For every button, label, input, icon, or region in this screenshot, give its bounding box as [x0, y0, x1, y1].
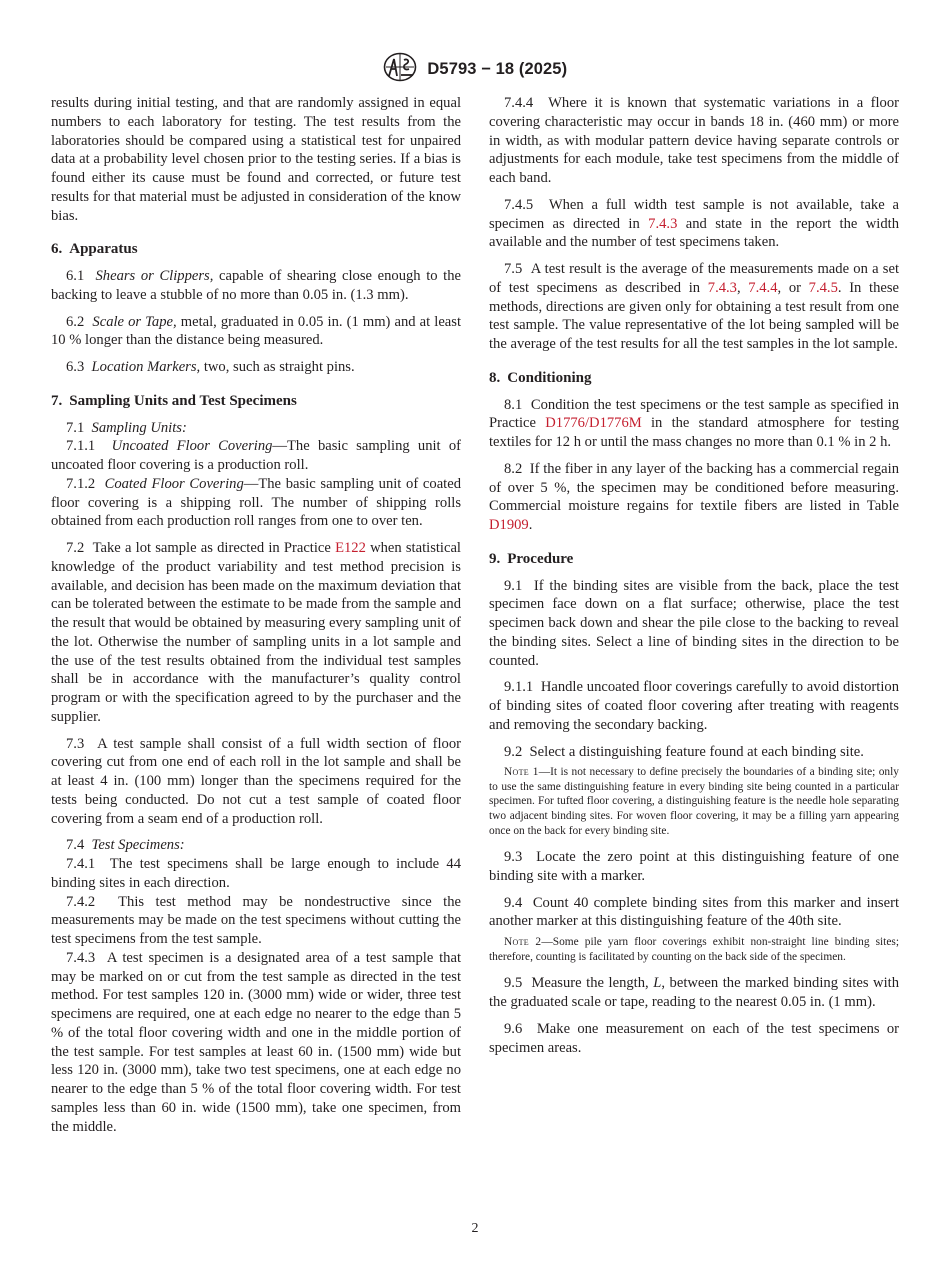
- paragraph-7-2: 7.2 Take a lot sample as directed in Practice E122 when statistical knowledge of the product variability and test method precision is available, and decision has been made on the maximum deviation that can be tolerated between the estimate to be made from the sample and the result that would be obtained by measuring every sampling unit of the lot. Otherwise the number of sampling units in a lot sample and the use of the test results obtained from the individual test samples shall be in accordance with the manufacturer’s quality control program or with the specification agreed to by the purchaser and the supplier.: [51, 540, 461, 725]
- paragraph-8-1: 8.1 Condition the test specimens or the test sample as specified in Practice D1776/D1776M in the standard atmosphere for testing textiles for 12 h or until the mass changes no more than 0.1 % in 2 h.: [489, 396, 899, 450]
- page-number: 2: [471, 1221, 479, 1236]
- reference-link-d1909[interactable]: D1909: [489, 517, 529, 533]
- reference-link-7-4-3[interactable]: 7.4.3: [707, 279, 737, 296]
- paragraph: results during initial testing, and that are randomly assigned in equal numbers to each laboratory for testing. The test results from the laboratories should be compared using a statistical test for unpaired data at a probability level chosen prior to the testing series. If a bias is found either its cause must be found and corrected, or future test results for that material must be adjusted in consideration of the know bias.: [51, 95, 461, 224]
- paragraph-7-4-1: 7.4.1 The test specimens shall be large enough to include 44 binding sites in each direction.: [51, 856, 462, 891]
- paragraph-7-4: 7.4 Test Specimens:: [66, 837, 185, 854]
- paragraph-7-4-4: 7.4.4 Where it is known that systematic variations in a floor covering characteristic may occur in bands 18 in. (460 mm) or more in width, as with modular pattern device having separate controls or adjustments for each module, take test specimens from the middle of each band.: [489, 95, 899, 186]
- paragraph-7-1: 7.1 Sampling Units:: [66, 419, 187, 436]
- paragraph-9-1: 9.1 If the binding sites are visible from the back, place the test specimen face down on a flat surface; otherwise, place the test specimen back down and shear the pile close to the backing to reveal the binding sites. Select a line of binding sites in the direction to be counted.: [489, 577, 899, 669]
- reference-link-7-4-5[interactable]: 7.4.5: [808, 279, 838, 296]
- paragraph-9-5: 9.5 Measure the length, L, between the marked binding sites with the graduated scale or tape, reading to the nearest 0.05 in. (1 mm).: [489, 975, 899, 1011]
- reference-link-d1776[interactable]: D1776/D1776M: [545, 415, 642, 432]
- paragraph-7-1-2: 7.1.2 Coated Floor Covering—The basic sampling unit of coated floor covering is a shipping roll. The number of shipping rolls obtained from each production roll ranges from one to over ten.: [51, 475, 462, 530]
- paragraph-6-3: 6.3 Location Markers, two, such as straight pins.: [66, 359, 355, 375]
- section-heading-conditioning: 8. Conditioning: [489, 369, 592, 386]
- reference-link-7-4-3[interactable]: 7.4.3: [648, 215, 678, 232]
- page-header: [0, 52, 950, 87]
- section-heading-procedure: 9. Procedure: [489, 550, 574, 567]
- reference-link-e122[interactable]: E122: [335, 540, 366, 556]
- left-column: [51, 94, 461, 1144]
- right-column: [489, 94, 899, 1065]
- reference-link-7-4-4[interactable]: 7.4.4: [748, 279, 778, 296]
- paragraph-9-4: 9.4 Count 40 complete binding sites from this marker and insert another marker at this distinguishing feature of the 40th site.: [489, 894, 899, 930]
- paragraph-7-4-3: 7.4.3 A test specimen is a designated area of a test sample that may be marked on or cut from the test sample as directed in the test method. For test samples 120 in. (3000 mm) wide or wider, three test specimens are required, one at each edge no nearer to the edge than 5 % of the total floor covering width and one in the middle portion of the test sample. For test samples at least 60 in. (1500 mm) wide but less 120 in. (3000 mm), take two test specimens, one at each edge no nearer to the edge than 5 % of the total floor covering width. For test samples less than 60 in. wide (1500 mm), take one specimen, from the middle.: [51, 949, 461, 1135]
- paragraph-9-2: 9.2 Select a distinguishing feature found at each binding site.: [504, 743, 864, 760]
- document-designation: D5793 − 18 (2025): [427, 60, 568, 78]
- note-2: Note 2—Some pile yarn floor coverings exhibit non-straight line binding sites; therefore, counting is facilitated by counting on the back side of the specimen.: [489, 936, 899, 963]
- paragraph-9-3: 9.3 Locate the zero point at this distinguishing feature of one binding site with a marker.: [489, 849, 899, 884]
- paragraph-6-1: 6.1 Shears or Clippers, capable of shearing close enough to the backing to leave a stubble of no more than 0.05 in. (1.3 mm).: [51, 268, 462, 303]
- section-heading-apparatus: 6. Apparatus: [51, 241, 138, 258]
- paragraph-6-2: 6.2 Scale or Tape, metal, graduated in 0.05 in. (1 mm) and at least 10 % longer than the distance being measured.: [51, 313, 462, 349]
- note-1: Note 1—It is not necessary to define precisely the boundaries of a binding site; only to use the same distinguishing feature in every binding site being counted in a particular specimen. For tufted floor covering, a distinguishing feature is the needle hole separating two adjacent binding sites. For woven floor covering, it may be a filling yarn appearing once on the back for every binding site.: [489, 766, 899, 837]
- paragraph-7-4-5: 7.4.5 When a full width test sample is not available, take a specimen as directed in 7.4.3 and state in the report the width available and the number of test specimens taken.: [489, 196, 900, 251]
- paragraph-7-4-2: 7.4.2 This test method may be nondestructive since the measurements may be made on the test specimens without cutting the test specimens from the test sample.: [51, 893, 462, 947]
- paragraph-7-1-1: 7.1.1 Uncoated Floor Covering—The basic sampling unit of uncoated floor covering is a production roll.: [51, 438, 461, 473]
- paragraph-7-5: 7.5 A test result is the average of the measurements made on a set of test specimens as described in 7.4.3, 7.4.4, or 7.4.5. In these methods, directions are given only for obtaining a test result from one test sample. The value representative of the lot being sampled will be the average of the test results for all the test samples in the lot sample.: [489, 261, 900, 352]
- section-heading-sampling: 7. Sampling Units and Test Specimens: [51, 392, 297, 409]
- paragraph-8-2: 8.2 If the fiber in any layer of the backing has a commercial regain of over 5 %, the specimen may be conditioned before measuring. Commercial moisture regains for textile fibers are listed in Table D1909.: [489, 460, 899, 533]
- paragraph-9-1-1: 9.1.1 Handle uncoated floor coverings carefully to avoid distortion of binding sites of coated floor covering after treating with reagents and removing the secondary backing.: [489, 679, 899, 733]
- astm-logo-icon: [383, 52, 417, 87]
- paragraph-7-3: 7.3 A test sample shall consist of a full width section of floor covering cut from one end of each roll in the lot sample and shall be at least 4 in. (100 mm) longer than the specimens required for the tests being conducted. Do not cut a test sample of coated floor covering from a seam end of a production roll.: [51, 735, 462, 827]
- paragraph-9-6: 9.6 Make one measurement on each of the test specimens or specimen areas.: [489, 1020, 899, 1056]
